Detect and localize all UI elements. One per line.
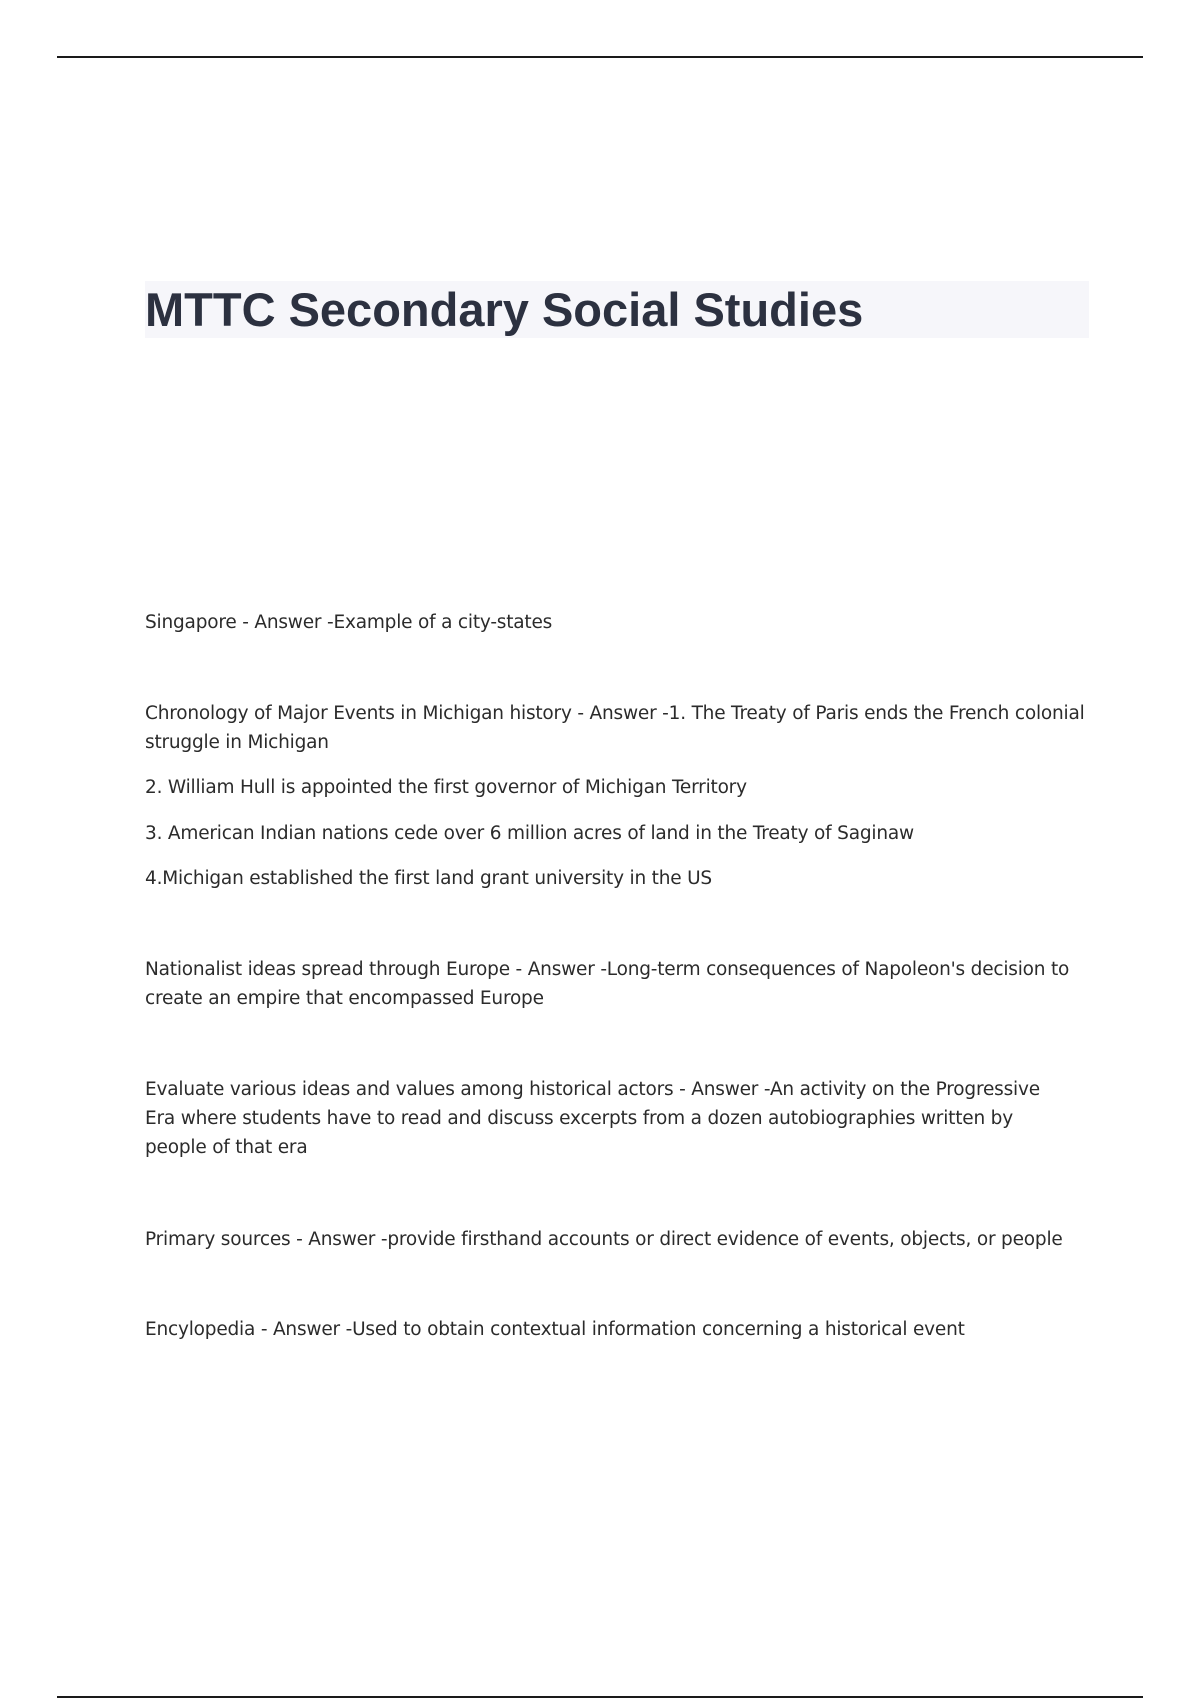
document-title: MTTC Secondary Social Studies (145, 283, 864, 336)
qa-text: 2. William Hull is appointed the first governor of Michigan Territory (145, 777, 747, 798)
qa-list-item (145, 864, 1095, 893)
footer-rule (57, 1696, 1143, 1698)
qa-text: 3. American Indian nations cede over 6 million acres of land in the Treaty of Saginaw (145, 823, 914, 844)
qa-text: Chronology of Major Events in Michigan history - Answer -1. The Treaty of Paris ends the French colonial struggle in Michigan (145, 703, 1085, 753)
qa-text: Evaluate various ideas and values among historical actors - Answer -An activity on the Progressive Era where students have to read and discuss excerpts from a dozen autobiographies written by people of that era (145, 1079, 1040, 1158)
qa-entry-historical-actors (145, 1075, 1075, 1162)
header-rule (57, 56, 1143, 58)
qa-list-item (145, 819, 1095, 848)
qa-entry-singapore (145, 608, 1095, 637)
qa-entry-nationalist-ideas (145, 955, 1080, 1013)
qa-text: Nationalist ideas spread through Europe - Answer -Long-term consequences of Napoleon's decision to create an empire that encompassed Europe (145, 959, 1070, 1009)
qa-text: 4.Michigan established the first land grant university in the US (145, 868, 712, 889)
qa-text: Singapore - Answer -Example of a city-states (145, 612, 553, 633)
qa-text: Primary sources - Answer -provide firsthand accounts or direct evidence of events, objects, or people (145, 1229, 1063, 1250)
qa-text: Encylopedia - Answer -Used to obtain contextual information concerning a historical event (145, 1319, 965, 1340)
qa-entry-primary-sources (145, 1225, 1095, 1254)
qa-entry-encyclopedia (145, 1315, 1095, 1344)
qa-list-item (145, 773, 1095, 802)
qa-entry-michigan-chronology (145, 699, 1095, 757)
